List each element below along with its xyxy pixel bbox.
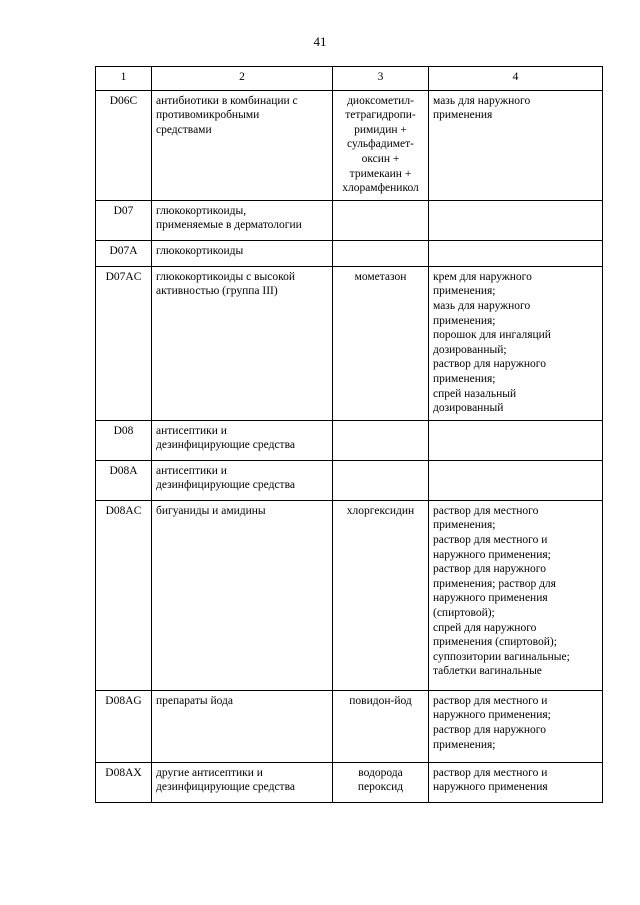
group-cell: [152, 762, 333, 802]
table-row: [96, 266, 603, 420]
dosage-form-cell: [429, 762, 603, 802]
dosage-form-cell: [429, 500, 603, 690]
text-line: применения;: [433, 519, 496, 532]
text-line: дозированный;: [433, 343, 507, 356]
dosage-form-cell: [429, 460, 603, 500]
group-cell: [152, 240, 333, 266]
table-row: [96, 762, 603, 802]
text-line: раствор для местного и: [433, 766, 548, 779]
text-line: спрей для наружного: [433, 621, 537, 634]
text-line: мазь для наружного: [433, 299, 531, 312]
inn-cell: [333, 420, 429, 460]
drug-classification-table: [95, 66, 603, 803]
dosage-form-cell: [429, 200, 603, 240]
text-line: антисептики и: [156, 424, 227, 437]
text-line: дезинфицирующие средства: [156, 781, 295, 794]
group-cell: [152, 690, 333, 762]
text-line: тетрагидропи-: [345, 109, 416, 122]
text-line: таблетки вагинальные: [433, 665, 542, 678]
text-line: мазь для наружного: [433, 94, 531, 107]
group-cell: [152, 420, 333, 460]
atc-code-cell: D06C: [96, 90, 152, 200]
dosage-form-cell: [429, 266, 603, 420]
text-line: антисептики и: [156, 464, 227, 477]
text-line: дезинфицирующие средства: [156, 479, 295, 492]
atc-code-cell: D08A: [96, 460, 152, 500]
inn-cell: [333, 500, 429, 690]
text-line: раствор для местного и: [433, 533, 548, 546]
text-line: противомикробными: [156, 109, 260, 122]
header-column-2: 2: [152, 67, 333, 91]
group-cell: [152, 500, 333, 690]
text-line: раствор для наружного: [433, 723, 546, 736]
atc-code-cell: D08: [96, 420, 152, 460]
text-line: препараты йода: [156, 694, 233, 707]
dosage-form-cell: [429, 240, 603, 266]
dosage-form-cell: [429, 420, 603, 460]
text-line: дозированный: [433, 402, 504, 415]
text-line: бигуаниды и амидины: [156, 504, 266, 517]
text-line: применения: [433, 109, 493, 122]
inn-cell: [333, 690, 429, 762]
text-line: оксин +: [361, 152, 400, 165]
header-column-4: 4: [429, 67, 603, 91]
table-row: [96, 690, 603, 762]
group-cell: [152, 200, 333, 240]
text-line: порошок для ингаляций: [433, 329, 551, 342]
text-line: глюкокортикоиды: [156, 244, 244, 257]
dosage-form-cell: [429, 90, 603, 200]
text-line: раствор для местного и: [433, 694, 548, 707]
text-line: применения (спиртовой);: [433, 636, 557, 649]
dosage-form-cell: [429, 690, 603, 762]
text-line: (спиртовой);: [433, 606, 495, 619]
text-line: мометазон: [354, 270, 407, 283]
text-line: раствор для наружного: [433, 358, 546, 371]
text-line: повидон-йод: [349, 694, 412, 707]
inn-cell: [333, 240, 429, 266]
table-row: [96, 240, 603, 266]
text-line: водорода: [358, 766, 403, 779]
inn-cell: [333, 460, 429, 500]
atc-code-cell: D07AC: [96, 266, 152, 420]
text-line: применения;: [433, 372, 496, 385]
table-row: [96, 200, 603, 240]
text-line: тримекаин +: [349, 167, 412, 180]
header-column-1: 1: [96, 67, 152, 91]
text-line: хлорамфеникол: [342, 182, 419, 195]
text-line: римидин +: [354, 123, 407, 136]
text-line: глюкокортикоиды,: [156, 204, 247, 217]
group-cell: [152, 460, 333, 500]
group-cell: [152, 90, 333, 200]
atc-code-cell: D08AC: [96, 500, 152, 690]
atc-code-cell: D08AX: [96, 762, 152, 802]
text-line: раствор для местного: [433, 504, 539, 517]
text-line: средствами: [156, 123, 212, 136]
text-line: раствор для наружного: [433, 563, 546, 576]
table-row: [96, 90, 603, 200]
text-line: применения;: [433, 285, 496, 298]
text-line: наружного применения: [433, 781, 548, 794]
atc-code-cell: D07A: [96, 240, 152, 266]
text-line: применения;: [433, 314, 496, 327]
text-line: спрей назальный: [433, 387, 517, 400]
header-column-3: 3: [333, 67, 429, 91]
text-line: суппозитории вагинальные;: [433, 650, 570, 663]
text-line: дезинфицирующие средства: [156, 439, 295, 452]
atc-code-cell: D07: [96, 200, 152, 240]
inn-cell: [333, 762, 429, 802]
atc-code-cell: D08AG: [96, 690, 152, 762]
inn-cell: [333, 90, 429, 200]
inn-cell: [333, 200, 429, 240]
text-line: наружного применения;: [433, 709, 551, 722]
text-line: пероксид: [357, 781, 404, 794]
text-line: применения;: [433, 738, 496, 751]
table-header-row: [96, 67, 603, 91]
text-line: глюкокортикоиды с высокой: [156, 270, 296, 283]
text-line: антибиотики в комбинации с: [156, 94, 298, 107]
text-line: применения; раствор для: [433, 577, 556, 590]
text-line: наружного применения: [433, 592, 548, 605]
text-line: применяемые в дерматологии: [156, 219, 302, 232]
inn-cell: [333, 266, 429, 420]
text-line: крем для наружного: [433, 270, 532, 283]
text-line: наружного применения;: [433, 548, 551, 561]
text-line: хлоргексидин: [346, 504, 415, 517]
text-line: сульфадимет-: [347, 138, 414, 151]
table-row: [96, 420, 603, 460]
text-line: активностью (группа III): [156, 285, 278, 298]
page-number: 41: [313, 34, 327, 49]
group-cell: [152, 266, 333, 420]
text-line: диоксометил-: [347, 94, 414, 107]
table-row: [96, 460, 603, 500]
table-row: [96, 500, 603, 690]
text-line: другие антисептики и: [156, 766, 263, 779]
